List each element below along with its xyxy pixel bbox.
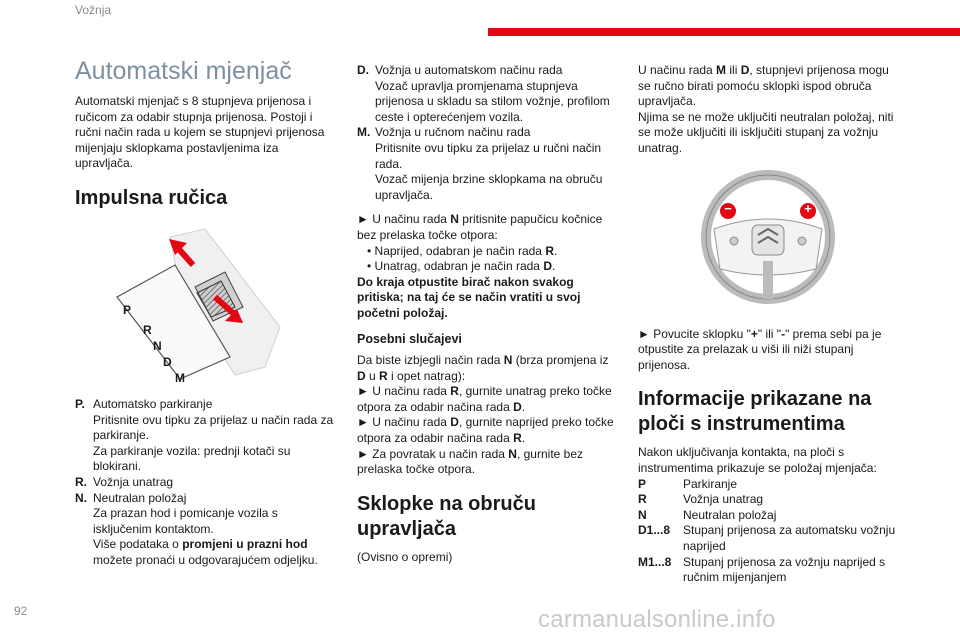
special-cases-intro: Da biste izbjegli način rada N (brza promjena iz D u R i opet natrag): [357,353,609,383]
display-legend [638,477,900,586]
lever-letter-d: D [163,354,172,369]
steering-wheel-svg [638,169,900,309]
gear-lever-svg [75,217,337,387]
lever-letter-m: M [175,370,185,385]
list-item-key: R. [75,474,87,489]
special-case-2: ► U načinu rada D, gurnite naprijed preko točke otpora za odabir načina rada R. [357,415,614,446]
list-item [75,475,337,491]
gear-lever-illustration [75,217,337,387]
header-accent-bar [488,28,960,36]
legend-row [638,492,900,508]
paddle-instruction: ► Povucite sklopku "+" ili "-" prema sebi pa je otpustite za prelazak u viši ili niži stupanj prijenosa. [638,326,882,372]
legend-value: Parkiranje [683,476,738,491]
legend-row [638,555,900,586]
legend-key: P [638,476,647,491]
legend-key: N [638,507,647,522]
watermark: carmanualsonline.info [538,606,776,633]
neutral-note-paragraph: Njima se ne može uključiti neutralan položaj, niti se može uključiti ili isključiti stupanj za vožnju unatrag. [638,109,894,155]
paddle-plus-label: + [804,200,812,216]
list-item-label: Vožnja u automatskom načinu rada [375,63,563,77]
instruction-neutral: ► U načinu rada N pritisnite papučicu kočnice bez prelaska točke otpora: [357,212,603,242]
display-intro: Nakon uključivanja kontakta, na ploči s instrumentima prikazuje se položaj mjenjača: [638,445,877,475]
bullet-forward: • Naprijed, odabran je način rada R. [367,243,558,258]
bullet-reverse: • Unatrag, odabran je način rada D. [367,259,556,274]
list-item [75,491,337,569]
legend-key: R [638,492,647,507]
list-item-key: M. [357,125,371,140]
list-item-line: Pritisnite ovu tipku za prijelaz u ručni način rada. [375,140,602,171]
cross-reference-link: promjeni u prazni hod [182,537,308,552]
list-item-label: Neutralan položaj [93,490,187,505]
mode-list [75,397,337,569]
legend-row [638,477,900,493]
optional-note: (Ovisno o opremi) [357,549,453,564]
running-header: Vožnja [75,3,112,17]
list-item-line: Pritisnite ovu tipku za prijelaz u način rada za parkiranje. [93,412,334,443]
list-item-line: Vozač mijenja brzine sklopkama na obruču upravljača. [375,172,603,202]
special-case-3: ► Za povratak u način rada N, gurnite bez prelaska točke otpora. [357,446,584,477]
legend-value: Stupanj prijenosa za automatsku vožnju naprijed [683,523,896,553]
column-2 [357,63,619,565]
legend-value: Vožnja unatrag [683,492,764,507]
lever-letter-n: N [153,338,162,353]
list-item-line: Za prazan hod i pomicanje vozila s isključenim kontaktom. [93,506,278,536]
page-title: Automatski mjenjač [75,57,292,85]
list-item-line: Za parkiranje vozila: prednji kotači su blokirani. [93,443,291,474]
section-heading-lever: Impulsna ručica [75,186,228,209]
list-item-key: N. [75,490,87,505]
section-heading-paddles: Sklopke na obruču upravljača [357,492,536,540]
legend-row [638,523,900,554]
list-item-key: P. [75,396,85,411]
list-item-label: Automatsko parkiranje [93,396,213,411]
paddle-minus-label: − [724,200,732,216]
legend-key: D1...8 [638,523,671,538]
legend-row [638,508,900,524]
special-case-1: ► U načinu rada R, gurnite unatrag preko točke otpora za odabir načina rada D. [357,384,612,414]
list-item-label: Vožnja u ručnom načinu rada [375,125,531,140]
section-heading-display: Informacije prikazane na ploči s instrumentima [638,388,872,436]
list-item-key: D. [357,63,369,77]
page-number: 92 [14,604,28,618]
manual-mode-paragraph: U načinu rada M ili D, stupnjevi prijenosa mogu se ručno birati pomoću sklopki ispod obruča upravljača. [638,63,889,109]
legend-value: Stupanj prijenosa za vožnju naprijed s ručnim mijenjanjem [683,554,886,585]
steering-wheel-illustration [638,169,900,309]
lever-letter-p: P [123,302,132,317]
lever-letter-r: R [143,322,152,337]
cross-reference: Više podataka o promjeni u prazni hod možete pronaći u odgovarajućem odjeljku. [93,537,318,567]
list-item [357,125,619,203]
special-cases-heading: Posebni slučajevi [357,331,462,346]
legend-key: M1...8 [638,554,672,569]
column-1 [75,56,337,569]
list-item-line: Vozač upravlja promjenama stupnjeva prijenosa u skladu sa stilom vožnje, profilom ceste i opterećenjem vozila. [375,78,610,124]
release-note: Do kraja otpustite birač nakon svakog pritiska; na taj će se način vratiti u svoj početni položaj. [357,274,581,320]
column-3 [638,63,900,586]
legend-value: Neutralan položaj [683,507,777,522]
list-item [357,63,619,125]
list-item-label: Vožnja unatrag [93,474,174,489]
intro-paragraph: Automatski mjenjač s 8 stupnjeva prijenosa i ručicom za odabir stupnja prijenosa. Postoji i ručni način rada u kojem se stupnjevi prijenosa mijenjaju sklopkama postavljenima iza upravljača. [75,94,325,171]
list-item [75,397,337,475]
